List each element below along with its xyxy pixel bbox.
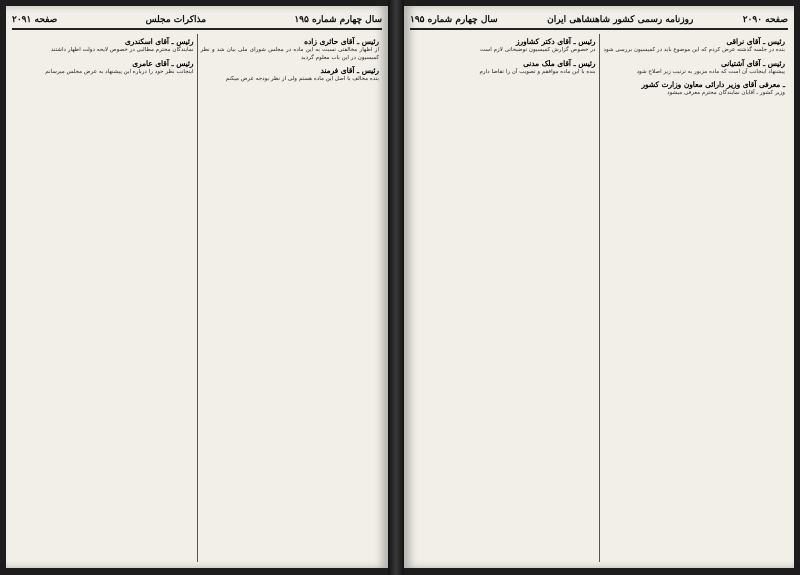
- speech-paragraph: اینجانب نظر خود را درباره این پیشنهاد به عرض مجلس میرسانم: [45, 68, 194, 75]
- speaker-heading: رئیس ـ آقای دکتر کشاورز: [515, 37, 596, 46]
- left-page: [6, 6, 388, 568]
- speech-paragraph: بنده در جلسه گذشته عرض کردم که این موضوع باید در کمیسیون بررسی شود: [603, 47, 785, 53]
- left-page-number: صفحه ۲۰۹۱: [12, 15, 58, 25]
- speech-paragraph: از اظهار مخالفتی نسبت به این ماده در مجلس شورای ملی بیان شد و نظر کمیسیون در این باب معلوم گردید: [200, 47, 379, 61]
- left-page-header: [12, 12, 382, 30]
- article-section: [15, 59, 194, 77]
- article-section: [603, 37, 786, 55]
- left-page-column-1: [198, 34, 383, 562]
- speech-paragraph: وزیر کشور ـ آقایان نمایندگان محترم معرفی میشود: [667, 90, 785, 97]
- left-page-column-2: [12, 34, 198, 562]
- book-gutter: [388, 0, 404, 575]
- article-section: [413, 59, 596, 77]
- article-section: [603, 59, 786, 77]
- right-page-number: صفحه ۲۰۹۰: [742, 15, 788, 25]
- speaker-heading: رئیس ـ آقای عامری: [132, 58, 194, 68]
- left-page-columns: [12, 34, 382, 562]
- speaker-heading: ـ معرفی آقای وزیر دارائی معاون وزارت کشور: [641, 80, 785, 90]
- article-section: [413, 37, 596, 55]
- right-page-header: [410, 12, 788, 30]
- right-page-section-title: روزنامه رسمی کشور شاهنشاهی ایران: [547, 15, 694, 25]
- speaker-heading: رئیس ـ آقای اسکندری: [124, 37, 194, 46]
- right-page-column-2: [410, 34, 600, 562]
- right-page: [404, 6, 794, 568]
- speech-paragraph: بنده مخالف با اصل این ماده هستم ولی از نظر بودجه عرض میکنم: [225, 76, 379, 83]
- speaker-heading: رئیس ـ آقای حائری زاده: [304, 37, 379, 46]
- speech-paragraph: نمایندگان محترم مطالبی در خصوص لایحه دولت اظهار داشتند: [51, 47, 194, 53]
- speaker-heading: رئیس ـ آقای نراقی: [726, 37, 785, 46]
- speech-paragraph: بنده با این ماده موافقم و تصویب آن را تقاضا دارم: [479, 68, 596, 75]
- speaker-heading: رئیس ـ آقای فرمند: [320, 66, 379, 76]
- speaker-heading: رئیس ـ آقای آشتیانی: [721, 58, 785, 68]
- article-section: [201, 66, 380, 84]
- right-page-column-1: [600, 34, 789, 562]
- left-page-issue: سال چهارم شماره ۱۹۵: [294, 15, 382, 25]
- article-section: [201, 37, 380, 62]
- left-page-section-title: مذاکرات مجلس: [145, 15, 207, 25]
- article-section: [15, 37, 194, 55]
- right-page-columns: [410, 34, 788, 562]
- speech-paragraph: پیشنهاد اینجانب آن است که ماده مزبور به ترتیب زیر اصلاح شود: [636, 68, 785, 75]
- speaker-heading: رئیس ـ آقای ملک مدنی: [523, 58, 596, 68]
- right-page-issue: سال چهارم شماره ۱۹۵: [410, 15, 498, 25]
- speech-paragraph: در خصوص گزارش کمیسیون توضیحاتی لازم است: [480, 47, 596, 53]
- article-section: [603, 80, 786, 98]
